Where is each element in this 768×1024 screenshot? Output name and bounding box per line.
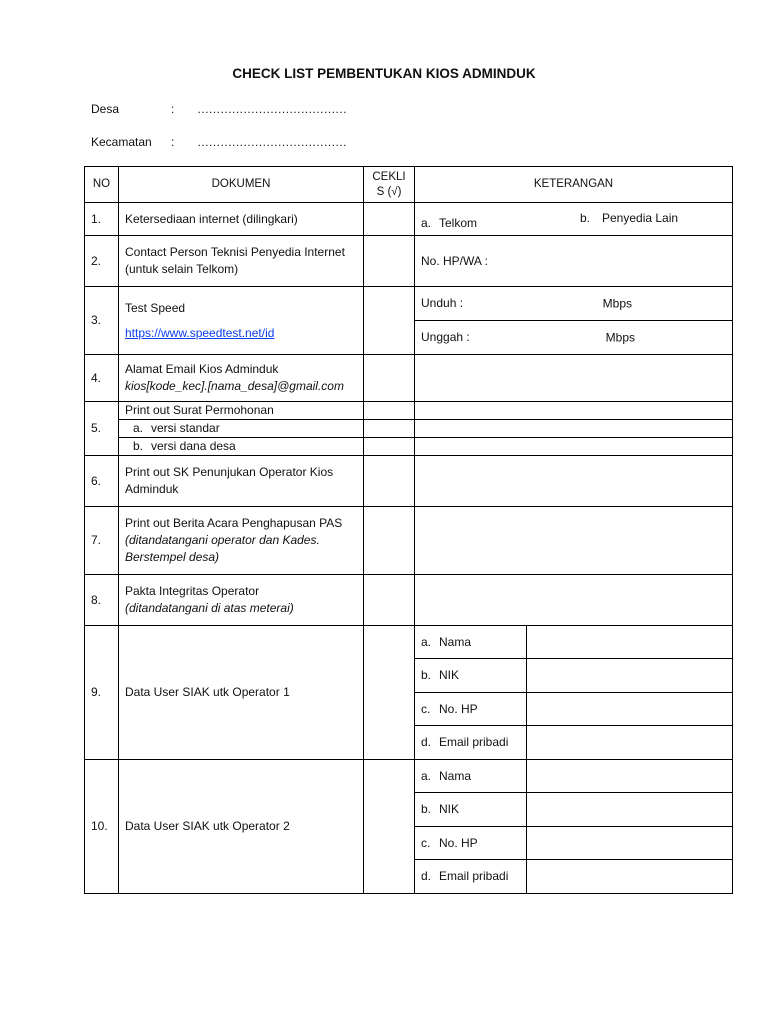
header-ceklis-line2: S (√) (376, 185, 402, 198)
row-number: 2. (85, 236, 119, 287)
document-title: Print out Berita Acara Penghapusan PAS (125, 516, 343, 530)
row-number: 4. (85, 355, 119, 402)
unduh-unit: Mbps (602, 296, 632, 310)
table-row (85, 438, 733, 456)
desa-colon: : (171, 102, 175, 116)
field-value-nik[interactable] (527, 659, 733, 693)
option-penyedia-lain: b. Penyedia Lain (580, 211, 679, 225)
field-value-nama[interactable] (527, 626, 733, 659)
keterangan-cell[interactable] (415, 420, 733, 438)
desa-label: Desa (91, 102, 120, 116)
field-value-nama[interactable] (527, 760, 733, 793)
table-row (85, 575, 733, 626)
table-row (85, 760, 733, 793)
kecamatan-label: Kecamatan (91, 135, 152, 149)
keterangan-cell[interactable] (415, 402, 733, 420)
check-cell[interactable] (364, 203, 415, 236)
document-note: (ditandatangani di atas meterai) (125, 601, 294, 615)
document-note: kios[kode_kec].[nama_desa]@gmail.com (125, 379, 344, 393)
table-row (85, 456, 733, 507)
table-row (85, 287, 733, 321)
document-name (119, 575, 364, 626)
row-number: 3. (85, 287, 119, 355)
check-cell[interactable] (364, 438, 415, 456)
check-cell[interactable] (364, 402, 415, 420)
field-value-nik[interactable] (527, 793, 733, 827)
field-value-email[interactable] (527, 726, 733, 760)
row-number: 5. (85, 402, 119, 456)
header-row (85, 167, 733, 203)
unduh-cell[interactable] (415, 287, 733, 321)
field-label-email: d. Email pribadi (415, 860, 527, 894)
field-label-nama: a. Nama (415, 760, 527, 793)
row-number: 7. (85, 507, 119, 575)
check-cell[interactable] (364, 456, 415, 507)
check-cell[interactable] (364, 287, 415, 355)
check-cell[interactable] (364, 236, 415, 287)
check-cell[interactable] (364, 575, 415, 626)
header-no: NO (85, 167, 119, 203)
check-cell[interactable] (364, 626, 415, 760)
document-title: Print out Surat Permohonan (119, 402, 364, 420)
field-label-email: d. Email pribadi (415, 726, 527, 760)
option-telkom: a. Telkom (421, 215, 478, 230)
keterangan-cell[interactable] (415, 203, 733, 236)
field-value-email[interactable] (527, 860, 733, 894)
unggah-label: Unggah : (421, 330, 470, 344)
document-name: Print out SK Penunjukan Operator Kios Adminduk (119, 456, 364, 507)
document-title: Alamat Email Kios Adminduk (125, 362, 279, 376)
keterangan-cell[interactable] (415, 438, 733, 456)
sub-item-dana-desa: b. versi dana desa (119, 438, 364, 456)
keterangan-cell[interactable] (415, 507, 733, 575)
table-row (85, 626, 733, 659)
table-row (85, 402, 733, 420)
speedtest-link[interactable]: https://www.speedtest.net/id (125, 325, 275, 340)
table-row (85, 420, 733, 438)
kecamatan-colon: : (171, 135, 175, 149)
field-label-nama: a. Nama (415, 626, 527, 659)
unduh-label: Unduh : (421, 296, 464, 310)
sub-item-standar: a. versi standar (119, 420, 364, 438)
page-title: CHECK LIST PEMBENTUKAN KIOS ADMINDUK (232, 66, 536, 81)
field-label-nik: b. NIK (415, 659, 527, 693)
field-label-nik: b. NIK (415, 793, 527, 827)
table-row (85, 203, 733, 236)
check-cell[interactable] (364, 355, 415, 402)
checklist-table (84, 166, 733, 894)
check-cell[interactable] (364, 420, 415, 438)
unggah-unit: Mbps (605, 330, 635, 344)
document-name (119, 507, 364, 575)
kecamatan-field: ………………………………… (197, 135, 347, 149)
document-name: Contact Person Teknisi Penyedia Internet (untuk selain Telkom) (119, 236, 364, 287)
table-row (85, 236, 733, 287)
document-name (119, 355, 364, 402)
keterangan-cell[interactable] (415, 456, 733, 507)
check-cell[interactable] (364, 507, 415, 575)
document-name: Data User SIAK utk Operator 2 (119, 760, 364, 894)
keterangan-cell[interactable]: No. HP/WA : (415, 236, 733, 287)
header-ceklis (364, 167, 415, 203)
field-value-no-hp[interactable] (527, 827, 733, 860)
header-dokumen: DOKUMEN (119, 167, 364, 203)
table-row (85, 355, 733, 402)
row-number: 8. (85, 575, 119, 626)
field-value-no-hp[interactable] (527, 693, 733, 726)
table-row (85, 507, 733, 575)
document-name: Ketersediaan internet (dilingkari) (119, 203, 364, 236)
row-number: 10. (85, 760, 119, 894)
row-number: 1. (85, 203, 119, 236)
header-ceklis-line1: CEKLI (372, 170, 406, 183)
document-name (119, 287, 364, 355)
field-label-no-hp: c. No. HP (415, 827, 527, 860)
field-label-no-hp: c. No. HP (415, 693, 527, 726)
document-name: Data User SIAK utk Operator 1 (119, 626, 364, 760)
header-keterangan: KETERANGAN (415, 167, 733, 203)
row-number: 9. (85, 626, 119, 760)
keterangan-cell[interactable] (415, 575, 733, 626)
check-cell[interactable] (364, 760, 415, 894)
unggah-cell[interactable] (415, 321, 733, 355)
desa-field: ………………………………… (197, 102, 347, 116)
document-note: (ditandatangani operator dan Kades. Berstempel desa) (125, 533, 320, 564)
keterangan-cell[interactable] (415, 355, 733, 402)
row-number: 6. (85, 456, 119, 507)
document-title: Test Speed (125, 300, 186, 315)
document-title: Pakta Integritas Operator (125, 584, 260, 598)
